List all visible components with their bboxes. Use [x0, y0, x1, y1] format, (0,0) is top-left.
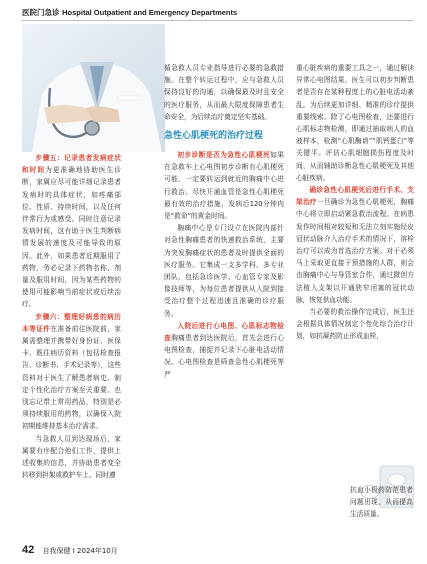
running-header [22, 7, 237, 18]
step6-body: 在准备前往医院前，家属需整理并携带好身份证、医保卡、既往病历资料（包括检查报告、诊断书、手术记录等），这些资料对于医生了解患者病史、制定个性化治疗方案至关重要。也别忘记带上常用药品，特别是必须持续服用的药物，以确保入院初期能维持基本治疗需求。 [22, 324, 122, 431]
diagnosis-paragraph [164, 149, 284, 222]
col1-paragraph-3: 当急救人员到达现场后，家属要有序配合他们工作，提供上述收集的信息，并协助患者变全转移到担架或救护车上。同时遵 [22, 434, 121, 480]
header-section-en: Hospital Outpatient and Emergency Departments [62, 8, 238, 17]
step6-paragraph [22, 311, 121, 433]
column-2 [164, 62, 284, 381]
footer-divider: I [72, 547, 75, 555]
col3-paragraph-4: 抗血小板药防范患者问题出现，从而提高生活质量。 [350, 486, 413, 519]
col2-paragraph-1: 循急救人员专业指导进行必要的急救措施。在整个转运过程中，应与急救人员保持良好的沟通，以确保最及时且安全的医疗服务，从而最大限度保障患者生命安全，为后续治疗奠定坚实基础。 [164, 64, 284, 121]
step5-heading: 步骤五：记录患者发病症状和时间 [22, 154, 121, 175]
ecg-heading: 入院后进行心电图、心肌标志物检查 [164, 321, 284, 343]
header-rule [22, 20, 413, 21]
step5-paragraph [22, 152, 121, 311]
issue-date: 2024年10月 [77, 547, 118, 555]
surgery-body: 一旦确诊为急性心肌梗死，胸痛中心将立即启动紧急救治流程。在病患发作时间相对较短和无法立刻实施经皮冠状动脉介入治疗手术的情况下，溶栓治疗可以成为首选治疗方案。对于必须马上采取更直接干预措施的人群，则会由胸痛中心与导管室合作，通过微创方法植入支架以开通狭窄闭塞的冠状动脉，恢复供血功能。 [296, 198, 415, 304]
header-section-cn: 医院门急诊 [22, 8, 60, 17]
chest-pain-center-paragraph: 胸痛中心是专门设立在医院内部针对急性胸痛患者的快速救治系统，主要为突发胸痛症状的患者及时提供全面的医疗服务。它集成一支多学科、多专业团队，包括急诊医学、心血管专家及影像技师等，为每位患者提供从入院到接受治疗整个过程迅速且准确的诊疗服务。 [164, 224, 284, 318]
surgery-heading: 确诊急性心肌梗死后进行手术、支架治疗 [296, 186, 414, 207]
magazine-name: 自我保健 [42, 547, 71, 555]
step6-heading: 步骤六：整理好病患的病历本等证件 [22, 312, 121, 333]
ecg-body: 胸痛患者到达医院后，首先会进行心电图检查，捕捉并记录下心脏电活动情况。心电图检查是筛查急性心肌梗死等严 [164, 334, 285, 379]
diagnosis-heading: 初步诊断是否为急性心肌梗死 [177, 151, 271, 160]
page-footer [22, 544, 118, 556]
ecg-paragraph [164, 320, 284, 381]
page-number: 42 [22, 544, 35, 556]
doctor-photo [22, 24, 165, 152]
column-1 [22, 152, 121, 481]
col3-paragraph-1: 重心脏疾病的重要工具之一，通过解读异常心电图结果，医生可以初步判断患者是否存在某种程度上的心脏电活动紊乱。为后续更加详细、精准的诊疗提供重要线索。除了心电图检查，还要进行心肌标志物检测，即通过抽取病人的血液样本，检测“心肌酶谱”“肌钙蛋白”等关键平。评估心肌细胞损伤程度及时间，从而辅助诊断急性心肌梗死及其他心脏疾病。 [296, 64, 414, 182]
step5-body: 为更准确地协助医生诊断，家属应尽可能详细记录患者发病时的具体症状，如疼痛部位、性质、持续时间，以及任何伴常行为或感受。同时注意记录发病时间，这有助于医生判断病情发展的速度及可能导致的原因。此外，如果患者近期服用了药物，务必记录下药物名称、剂量及服用时间，因为某些药物的使用可能影响当前症状或后续治疗。 [22, 166, 121, 309]
column-3 [296, 62, 414, 343]
column-3-bottom [350, 484, 413, 521]
section-title: 急性心肌梗死的治疗过程 [164, 131, 264, 142]
diagnosis-body: 如果在急救车上心电图初步诊断有心肌梗死可能，一定要转运到就近的胸痛中心进行救治。尽快开通血管是急性心肌梗死最有效的治疗措施，发病后120分钟内是“救命”的黄金时间。 [164, 151, 285, 221]
col3-paragraph-3: 当必要的救治操作完成后，医生还会根据具体情况制定个性化综合治疗计划，如抗凝药防止形成血栓， [296, 308, 414, 341]
surgery-paragraph [296, 184, 414, 306]
